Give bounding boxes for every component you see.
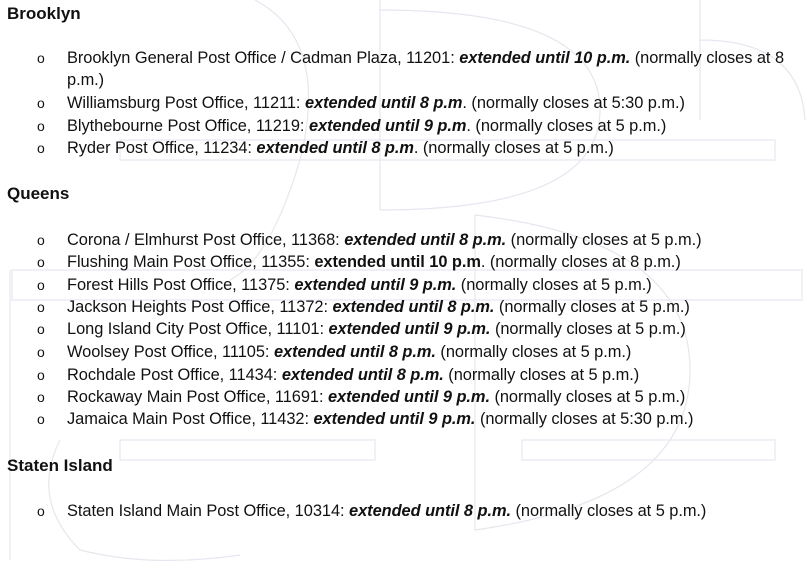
- list-item-text: [67, 47, 797, 91]
- bullet-icon: o: [37, 232, 45, 248]
- bullet-icon: o: [37, 254, 45, 270]
- office-name: Ryder Post Office, 11234:: [67, 139, 257, 157]
- office-name: Rockaway Main Post Office, 11691:: [67, 388, 328, 406]
- extended-hours: extended until 9 p.m.: [328, 320, 491, 338]
- bullet-icon: o: [37, 118, 45, 134]
- extended-hours: extended until 9 p.m.: [294, 276, 457, 294]
- list-item: [37, 408, 797, 430]
- extended-hours: extended until 8 p.m.: [349, 502, 511, 520]
- office-name: Staten Island Main Post Office, 10314:: [67, 502, 350, 520]
- bullet-icon: o: [37, 95, 45, 111]
- list-item-text: [67, 229, 797, 251]
- extended-hours: extended until 10 p.m: [314, 253, 481, 271]
- normal-hours: (normally closes at 5 p.m.): [489, 388, 686, 406]
- list-item: [37, 115, 797, 137]
- extended-hours: extended until 8 p.m.: [344, 231, 507, 249]
- list-item: [37, 500, 747, 522]
- list-item: [37, 274, 797, 296]
- bullet-icon: o: [37, 50, 45, 66]
- extended-hours: extended until 8 p.m.: [281, 366, 444, 384]
- office-name: Long Island City Post Office, 11101:: [67, 320, 329, 338]
- list-item-text: [67, 92, 797, 114]
- office-name: Williamsburg Post Office, 11211:: [67, 94, 305, 112]
- extended-hours: extended until 8 p.m.: [273, 343, 436, 361]
- office-name: Jamaica Main Post Office, 11432:: [67, 410, 314, 428]
- normal-hours: (normally closes at 5 p.m.): [443, 366, 640, 384]
- normal-hours: (normally closes at 5 p.m.): [435, 343, 632, 361]
- list-item-text: [67, 364, 797, 386]
- list-item-text: [67, 296, 797, 318]
- list-item-text: [67, 318, 797, 340]
- normal-hours: (normally closes at 5 p.m.): [511, 502, 707, 520]
- office-name: Flushing Main Post Office, 11355:: [67, 253, 315, 271]
- list-item: [37, 92, 797, 114]
- office-name: Rochdale Post Office, 11434:: [67, 366, 282, 384]
- extended-hours: extended until 8 p.m.: [332, 298, 495, 316]
- extended-hours: extended until 10 p.m.: [459, 49, 631, 67]
- extended-hours: extended until 9 p.m.: [313, 410, 476, 428]
- normal-hours: (normally closes at 5 p.m.): [456, 276, 652, 294]
- bullet-icon: o: [37, 411, 45, 427]
- office-name: Forest Hills Post Office, 11375:: [67, 276, 295, 294]
- extended-hours: extended until 8 p.m: [304, 94, 463, 112]
- normal-hours: (normally closes at 5 p.m.): [506, 231, 702, 249]
- normal-hours: . (normally closes at 8 p.m.): [480, 253, 681, 271]
- office-name: Woolsey Post Office, 11105:: [67, 343, 274, 361]
- list-item: [37, 47, 797, 91]
- normal-hours: (normally closes at 5 p.m.): [490, 320, 686, 338]
- list-item: [37, 251, 797, 273]
- section-heading-staten-island: Staten Island: [7, 456, 113, 475]
- list-item-text: [67, 500, 747, 522]
- list-item-text: [67, 386, 797, 408]
- extended-hours: extended until 9 p.m: [308, 117, 467, 135]
- normal-hours: . (normally closes at 5 p.m.): [413, 139, 614, 157]
- bullet-icon: o: [37, 367, 45, 383]
- list-item: [37, 364, 797, 386]
- list-item-text: [67, 341, 797, 363]
- list-item: [37, 229, 797, 251]
- list-item: [37, 318, 797, 340]
- list-item-text: [67, 137, 797, 159]
- office-name: Brooklyn General Post Office / Cadman Plaza, 11201:: [67, 49, 460, 67]
- list-item: [37, 296, 797, 318]
- list-item: [37, 137, 797, 159]
- bullet-icon: o: [37, 389, 45, 405]
- bullet-icon: o: [37, 140, 45, 156]
- normal-hours: . (normally closes at 5 p.m.): [466, 117, 667, 135]
- normal-hours: . (normally closes at 5:30 p.m.): [462, 94, 685, 112]
- bullet-icon: o: [37, 277, 45, 293]
- list-item-text: [67, 251, 797, 273]
- list-item: [37, 386, 797, 408]
- bullet-icon: o: [37, 321, 45, 337]
- list-item-text: [67, 408, 797, 430]
- extended-hours: extended until 8 p.m: [256, 139, 414, 157]
- bullet-icon: o: [37, 344, 45, 360]
- section-heading-queens: Queens: [7, 184, 70, 203]
- bullet-icon: o: [37, 503, 45, 519]
- extended-hours: extended until 9 p.m.: [327, 388, 490, 406]
- list-item-text: [67, 274, 797, 296]
- section-heading-brooklyn: Brooklyn: [7, 4, 81, 23]
- normal-hours: (normally closes at 5 p.m.): [494, 298, 690, 316]
- office-name: Corona / Elmhurst Post Office, 11368:: [67, 231, 345, 249]
- office-name: Blythebourne Post Office, 11219:: [67, 117, 309, 135]
- bullet-icon: o: [37, 299, 45, 315]
- list-item: [37, 341, 797, 363]
- list-item-text: [67, 115, 797, 137]
- office-name: Jackson Heights Post Office, 11372:: [67, 298, 333, 316]
- normal-hours: (normally closes at 8 p.m.): [67, 49, 785, 89]
- normal-hours: (normally closes at 5:30 p.m.): [475, 410, 694, 428]
